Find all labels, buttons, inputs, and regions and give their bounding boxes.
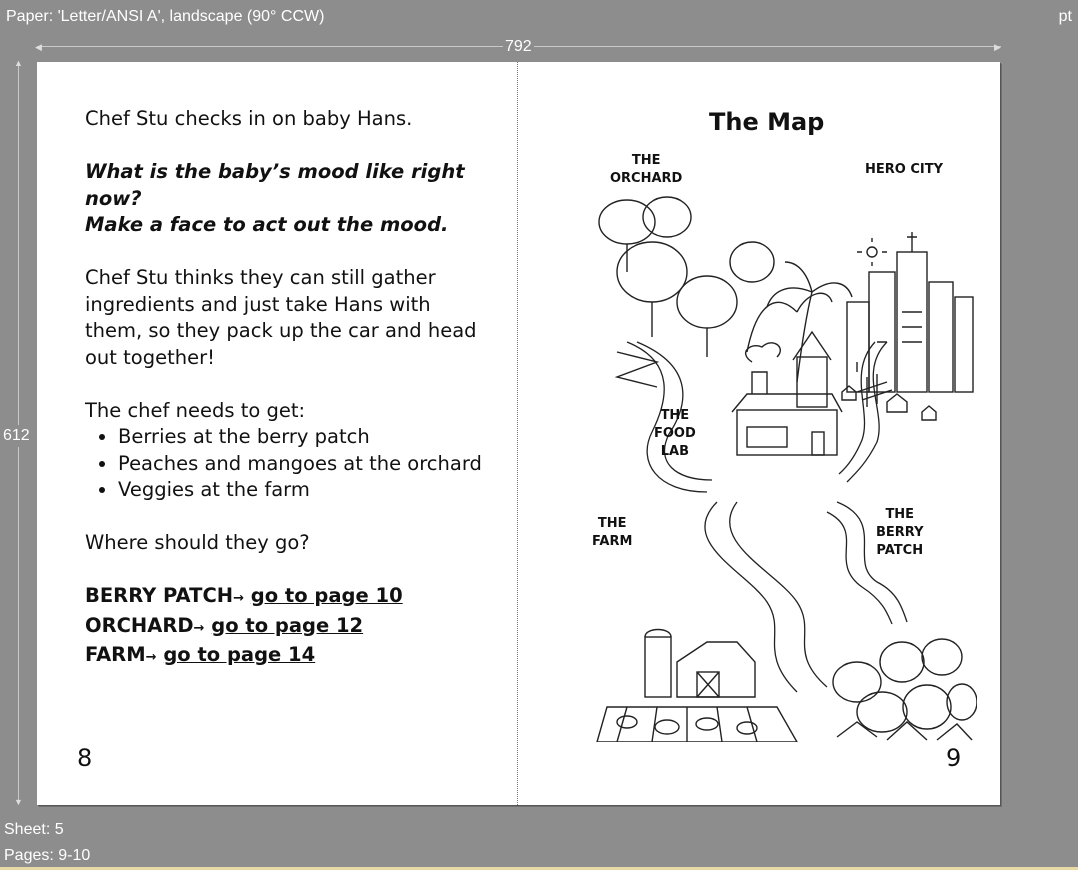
label-the-orchard bbox=[610, 152, 682, 188]
go-to-page-14-link[interactable]: go to page 14 bbox=[163, 643, 316, 666]
map-illustration bbox=[557, 162, 977, 742]
status-bar bbox=[0, 814, 1078, 870]
story-paragraph-2: Chef Stu thinks they can still gather ingredients and just take Hans with them, so they pack up the car and head out together! bbox=[85, 266, 477, 369]
left-page-text bbox=[85, 106, 485, 672]
choice-orchard bbox=[85, 613, 485, 643]
label-line: FOOD bbox=[654, 426, 696, 441]
list-item: • Veggies at the farm bbox=[118, 477, 485, 504]
pages-indicator: Pages: 9-10 bbox=[4, 847, 91, 864]
label-hero-city: HERO CITY bbox=[865, 162, 944, 177]
label-the-berry-patch bbox=[876, 506, 924, 560]
palm-tree bbox=[767, 262, 852, 382]
story-paragraph: Chef Stu checks in on baby Hans. bbox=[85, 107, 413, 130]
label-the-farm bbox=[592, 515, 632, 551]
question-text bbox=[85, 159, 485, 239]
needs-list bbox=[85, 424, 485, 504]
arrow-icon: → bbox=[233, 591, 244, 606]
width-dimension-label: 792 bbox=[505, 38, 532, 55]
label-line: THE bbox=[660, 408, 690, 423]
choice-farm bbox=[85, 642, 485, 672]
ruler-arrow-up-icon: ▲ bbox=[14, 58, 23, 68]
print-sheet[interactable] bbox=[37, 62, 1000, 805]
page-divider bbox=[517, 62, 518, 805]
arrow-icon: → bbox=[193, 620, 205, 636]
page-number-left: 8 bbox=[77, 744, 93, 772]
label-line: PATCH bbox=[876, 543, 924, 558]
paper-size-label: Paper: 'Letter/ANSI A', landscape (90° CCW) bbox=[6, 8, 325, 25]
needs-intro: The chef needs to get: bbox=[85, 398, 306, 422]
question-line-1: What is the baby’s mood like right now? bbox=[85, 160, 465, 210]
map-title: The Map bbox=[709, 108, 825, 136]
label-line: THE bbox=[885, 507, 915, 522]
label-line: FARM bbox=[592, 534, 633, 549]
paper-info-bar bbox=[0, 0, 1078, 34]
height-dimension-label: 612 bbox=[3, 425, 30, 447]
ruler-arrow-left-icon: ◀ bbox=[35, 42, 42, 52]
list-item: • Peaches and mangoes at the orchard bbox=[118, 451, 485, 478]
farm-buildings bbox=[645, 630, 755, 698]
label-line: ORCHARD bbox=[610, 171, 683, 186]
page-number-right: 9 bbox=[946, 744, 962, 772]
unit-label[interactable]: pt bbox=[1058, 8, 1072, 25]
question-line-2: Make a face to act out the mood. bbox=[85, 213, 449, 236]
label-line: BERRY bbox=[876, 525, 924, 540]
choice-place: FARM bbox=[85, 643, 146, 666]
ruler-arrow-right-icon: ▶ bbox=[994, 42, 1001, 52]
label-line: THE bbox=[631, 153, 661, 168]
choice-place: ORCHARD bbox=[85, 613, 194, 637]
choice-berry-patch bbox=[85, 583, 485, 613]
label-line: THE bbox=[597, 516, 627, 531]
go-to-page-10-link[interactable]: go to page 10 bbox=[250, 584, 403, 607]
arrow-icon: → bbox=[145, 650, 157, 665]
list-item: • Berries at the berry patch bbox=[118, 424, 485, 451]
where-question: Where should they go? bbox=[85, 531, 310, 554]
label-the-food-lab bbox=[654, 407, 696, 461]
sheet-indicator: Sheet: 5 bbox=[4, 821, 64, 838]
choice-place: BERRY PATCH bbox=[85, 584, 234, 607]
go-to-page-12-link[interactable]: go to page 12 bbox=[211, 613, 364, 637]
berry-bushes bbox=[833, 639, 977, 740]
label-line: LAB bbox=[660, 444, 690, 459]
ruler-arrow-down-icon: ▼ bbox=[14, 797, 23, 807]
city-buildings bbox=[842, 232, 973, 420]
farm-crops bbox=[597, 707, 797, 742]
